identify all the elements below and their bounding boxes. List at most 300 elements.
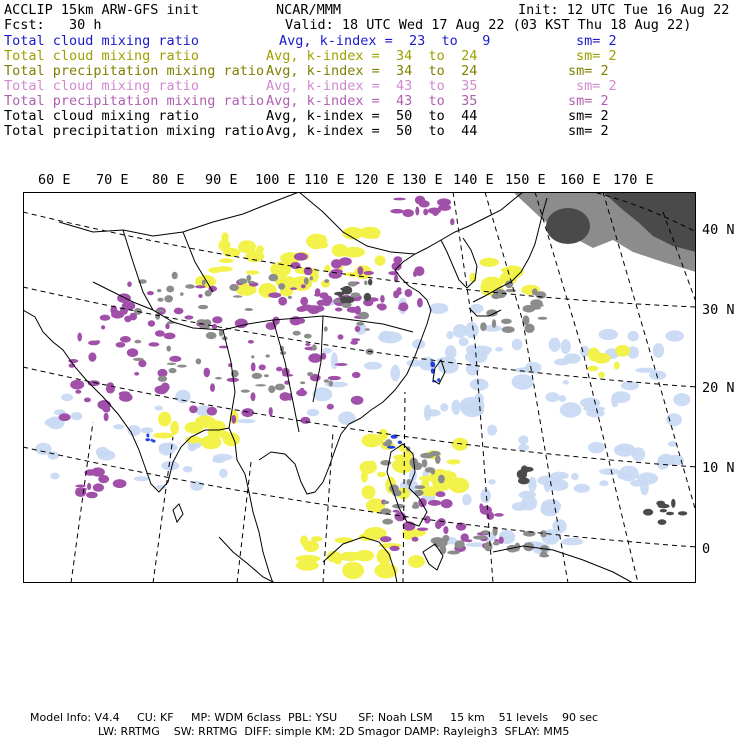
lon-label: 60 E <box>38 172 71 188</box>
forecast-hour: Fcst: 30 h <box>4 17 102 33</box>
cloud-shade <box>175 390 190 404</box>
cloud-shade <box>599 480 608 486</box>
deep-cloud-gray <box>268 385 275 393</box>
mid-cloud-purple <box>174 308 184 315</box>
upper-cloud-yellow <box>615 345 630 357</box>
legend-field: Total precipitation mixing ratio <box>4 63 265 79</box>
cloud-shade <box>640 481 649 496</box>
deep-cloud-gray <box>164 295 173 302</box>
cloud-shade <box>35 443 52 455</box>
deep-cloud-gray <box>134 340 141 344</box>
deep-cloud-gray <box>538 317 548 320</box>
deep-cloud-gray <box>540 551 547 557</box>
deep-cloud-gray <box>382 519 393 525</box>
deep-cloud-gray <box>167 363 177 365</box>
upper-cloud-yellow <box>342 562 364 579</box>
cloud-shade <box>45 419 59 427</box>
mid-cloud-purple <box>358 266 364 275</box>
mid-cloud-purple <box>335 363 348 366</box>
mid-cloud-purple <box>204 368 211 378</box>
map-title: ACCLIP 15km ARW-GFS init <box>4 2 200 18</box>
legend-field: Total precipitation mixing ratio <box>4 123 265 139</box>
deep-cloud-gray <box>202 280 206 286</box>
cloud-shade <box>666 413 682 426</box>
low-cloud-blue <box>431 361 434 364</box>
mid-cloud-purple <box>276 367 283 372</box>
deep-cloud-gray <box>310 276 313 280</box>
cloud-shade <box>512 374 534 390</box>
low-cloud-blue <box>432 364 435 367</box>
deep-cloud-dark <box>517 470 527 480</box>
mid-cloud-purple <box>390 209 404 214</box>
upper-cloud-yellow <box>343 247 365 258</box>
upper-cloud-yellow <box>238 240 256 253</box>
cloud-shade <box>113 424 124 429</box>
legend-sm: sm= 2 <box>568 93 609 109</box>
deep-cloud-dark <box>643 509 653 516</box>
mid-cloud-purple <box>417 298 423 308</box>
cloud-shade <box>617 472 626 479</box>
deep-cloud-dark <box>340 296 347 303</box>
cloud-shade <box>71 412 83 420</box>
deep-cloud-gray <box>229 284 239 291</box>
cloud-shade <box>550 472 569 480</box>
legend-row <box>4 33 740 48</box>
deep-cloud-dark <box>364 293 371 301</box>
cloud-shade <box>545 392 559 402</box>
lon-label: 110 E <box>304 172 345 188</box>
deep-cloud-gray <box>157 298 163 302</box>
deep-cloud-gray <box>177 365 187 368</box>
mid-cloud-purple <box>393 510 400 513</box>
mid-cloud-purple <box>335 308 343 312</box>
cloud-shade <box>470 304 484 313</box>
cloud-shade <box>477 351 490 356</box>
low-cloud-blue <box>145 438 150 441</box>
cloud-shade <box>549 338 561 352</box>
mid-cloud-purple <box>268 292 281 298</box>
deep-cloud-gray <box>312 344 317 350</box>
mid-cloud-purple <box>59 413 71 421</box>
mid-cloud-purple <box>113 479 127 488</box>
deep-cloud-gray <box>205 290 212 296</box>
cloud-shade <box>213 454 232 461</box>
mid-cloud-purple <box>403 209 414 217</box>
mid-cloud-purple <box>106 384 115 393</box>
mid-cloud-purple <box>351 338 360 341</box>
deep-cloud-gray <box>383 442 391 447</box>
model-info-line1: Model Info: V4.4 CU: KF MP: WDM 6class PBL: YSU SF: Noah LSM 15 km 51 levels 90 sec <box>30 711 599 724</box>
mid-cloud-purple <box>147 291 154 295</box>
low-cloud-blue <box>398 441 402 444</box>
deep-cloud-gray <box>420 453 434 459</box>
lon-label: 100 E <box>255 172 296 188</box>
upper-cloud-yellow <box>158 412 171 427</box>
lat-label: 10 N <box>702 460 735 476</box>
deep-cloud-gray <box>304 334 312 339</box>
legend-sm: sm= 2 <box>576 48 617 64</box>
mid-cloud-purple <box>450 218 454 225</box>
mid-cloud-purple <box>97 400 111 410</box>
deep-cloud-gray <box>245 308 254 311</box>
low-cloud-blue <box>387 446 395 449</box>
deep-cloud-gray <box>166 286 174 293</box>
mid-cloud-purple <box>88 352 96 361</box>
upper-cloud-yellow <box>219 258 234 263</box>
mid-cloud-purple <box>127 348 138 357</box>
mid-cloud-purple <box>127 281 132 287</box>
mid-cloud-purple <box>148 320 155 326</box>
deep-cloud-gray <box>304 277 309 284</box>
lat-label: 20 N <box>702 380 735 396</box>
upper-cloud-yellow <box>339 552 361 561</box>
deep-cloud-gray <box>251 355 254 358</box>
deep-cloud-gray <box>268 274 278 281</box>
cloud-shade <box>561 339 571 354</box>
deep-cloud-gray <box>382 501 389 505</box>
deep-cloud-gray <box>493 541 500 545</box>
mid-cloud-purple <box>251 392 256 401</box>
legend-field: Total cloud mixing ratio <box>4 108 200 124</box>
cloud-shade <box>487 425 497 436</box>
cloud-shade <box>325 382 348 388</box>
mid-cloud-purple <box>331 259 342 269</box>
upper-cloud-yellow <box>153 433 173 439</box>
cloud-shade <box>666 330 685 341</box>
legend-avg: Avg, k-index = 43 to 35 <box>266 78 478 94</box>
deep-cloud-gray <box>324 326 328 331</box>
mid-cloud-purple <box>165 323 169 329</box>
upper-cloud-yellow <box>598 372 605 378</box>
upper-cloud-yellow <box>377 472 386 477</box>
mid-cloud-purple <box>415 207 419 216</box>
deep-cloud-dark <box>368 279 372 286</box>
deep-cloud-gray <box>157 289 161 292</box>
upper-cloud-yellow <box>361 471 368 483</box>
mid-cloud-purple <box>232 415 237 424</box>
mid-cloud-purple <box>393 290 401 295</box>
mid-cloud-purple <box>111 311 124 319</box>
cloud-shade <box>307 409 319 417</box>
cloud-shade <box>465 322 479 338</box>
mid-cloud-purple <box>437 198 451 206</box>
deep-cloud-gray <box>252 373 262 379</box>
mid-cloud-purple <box>207 407 217 416</box>
cloud-shade <box>495 347 503 352</box>
mid-cloud-purple <box>134 372 139 376</box>
upper-cloud-yellow <box>449 478 469 494</box>
mid-cloud-purple <box>405 289 413 297</box>
mid-cloud-purple <box>327 404 334 410</box>
lat-label: 40 N <box>702 222 735 238</box>
cloud-shade <box>512 502 527 511</box>
cloud-shade <box>559 395 566 402</box>
cloud-shade <box>460 397 485 414</box>
deep-cloud-gray <box>531 304 543 307</box>
mid-cloud-purple <box>212 324 217 330</box>
cloud-shade <box>580 398 600 409</box>
lon-label: 170 E <box>613 172 654 188</box>
legend-row <box>4 78 740 93</box>
cloud-shade <box>599 329 618 340</box>
mid-cloud-purple <box>259 364 266 370</box>
deep-cloud-gray <box>324 379 329 382</box>
deep-cloud-gray <box>438 475 445 484</box>
cloud-shade <box>628 331 639 342</box>
upper-cloud-yellow <box>378 429 388 440</box>
deep-cloud-gray <box>492 319 496 328</box>
mid-cloud-purple <box>428 500 441 506</box>
mid-cloud-purple <box>428 208 441 214</box>
legend-row <box>4 123 740 138</box>
mid-cloud-purple <box>116 342 126 348</box>
cloud-shade <box>161 461 179 471</box>
cloud-shade <box>668 441 677 447</box>
deep-cloud-dark <box>678 511 687 515</box>
cloud-shade <box>338 411 355 425</box>
cloud-shade <box>451 400 460 415</box>
upper-cloud-yellow <box>195 415 216 428</box>
cloud-shade <box>407 359 422 366</box>
deep-cloud-gray <box>264 374 269 377</box>
deep-cloud-gray <box>158 376 167 382</box>
upper-cloud-yellow <box>367 434 375 446</box>
mid-cloud-purple <box>315 288 321 296</box>
cloud-shade <box>560 402 582 417</box>
cloud-shade <box>561 538 583 546</box>
legend-row <box>4 63 740 78</box>
legend-field: Total cloud mixing ratio <box>4 33 200 49</box>
deep-cloud-gray <box>435 455 441 464</box>
mid-cloud-purple <box>77 333 82 342</box>
cloud-shade <box>518 444 529 451</box>
mid-cloud-purple <box>304 267 313 276</box>
mid-cloud-purple <box>464 539 472 542</box>
lon-label: 150 E <box>505 172 546 188</box>
legend-sm: sm= 2 <box>576 78 617 94</box>
lat-label: 0 <box>702 541 711 557</box>
deep-cloud-dark <box>338 293 342 298</box>
mid-cloud-purple <box>417 528 428 531</box>
cloud-shade <box>512 339 523 351</box>
deep-cloud-gray <box>185 284 195 288</box>
legend-sm: sm= 2 <box>568 108 609 124</box>
deep-cloud-gray <box>447 551 460 555</box>
cloud-shade <box>462 494 472 506</box>
mid-cloud-purple <box>93 483 104 491</box>
upper-cloud-yellow <box>408 555 425 568</box>
deep-cloud-gray <box>480 322 487 331</box>
deep-cloud-gray <box>454 540 464 548</box>
deep-cloud-gray <box>307 372 313 376</box>
lon-label: 90 E <box>205 172 238 188</box>
mid-cloud-purple <box>300 297 308 306</box>
upper-cloud-yellow <box>377 549 392 565</box>
deep-cloud-gray <box>364 281 367 286</box>
cloud-shade <box>50 473 59 480</box>
mid-cloud-purple <box>251 362 256 371</box>
deep-cloud-dark <box>671 499 675 508</box>
cloud-shade <box>554 359 570 366</box>
upper-cloud-yellow <box>362 485 376 499</box>
mid-cloud-purple <box>301 284 306 288</box>
lon-label: 130 E <box>402 172 443 188</box>
deep-cloud-gray <box>278 283 285 290</box>
mid-cloud-purple <box>195 285 206 288</box>
mid-cloud-purple <box>70 380 84 390</box>
mid-cloud-purple <box>155 330 165 336</box>
mid-cloud-purple <box>380 536 392 542</box>
deep-cloud-gray <box>288 296 292 299</box>
mid-cloud-purple <box>189 405 198 413</box>
upper-cloud-yellow <box>170 421 179 435</box>
mid-cloud-purple <box>148 342 159 346</box>
init-time: Init: 12 UTC Tue 16 Aug 22 <box>518 2 730 18</box>
cloud-shade <box>364 362 382 370</box>
deep-cloud-gray <box>172 272 178 279</box>
legend-avg: Avg, k-index = 50 to 44 <box>266 108 478 124</box>
deep-cloud-gray <box>532 288 538 295</box>
legend-avg: Avg, k-index = 43 to 35 <box>266 93 478 109</box>
mid-cloud-purple <box>355 326 361 332</box>
cloud-shade <box>673 393 690 406</box>
mid-cloud-purple <box>351 396 364 405</box>
lon-label: 140 E <box>453 172 494 188</box>
deep-cloud-gray <box>431 468 435 475</box>
deep-cloud-dark <box>666 512 674 515</box>
upper-cloud-yellow <box>246 270 260 274</box>
deep-cloud-gray <box>501 319 512 324</box>
cloud-shade <box>616 447 632 453</box>
legend-sm: sm= 2 <box>568 63 609 79</box>
mid-cloud-purple <box>317 300 327 306</box>
legend-row <box>4 108 740 123</box>
mid-cloud-purple <box>101 325 105 329</box>
mid-cloud-purple <box>75 390 81 394</box>
mid-cloud-purple <box>479 503 483 510</box>
upper-cloud-yellow <box>359 227 381 239</box>
lon-label: 70 E <box>96 172 129 188</box>
upper-cloud-yellow <box>479 258 499 267</box>
cloud-shade <box>466 542 485 547</box>
mid-cloud-purple <box>119 391 131 397</box>
mid-cloud-purple <box>436 491 446 497</box>
cloud-shade <box>331 352 338 369</box>
deep-cloud-gray <box>359 312 370 320</box>
mid-cloud-purple <box>378 303 387 310</box>
cloud-shade <box>236 419 256 423</box>
cloud-shade <box>141 427 154 433</box>
cloud-shade <box>563 380 569 385</box>
mid-cloud-purple <box>95 340 100 343</box>
cloud-shade <box>574 484 591 493</box>
mid-cloud-purple <box>87 483 91 490</box>
mid-cloud-purple <box>300 417 310 424</box>
cloud-shade <box>391 365 401 382</box>
lat-label: 30 N <box>702 302 735 318</box>
cloud-shade <box>657 457 669 469</box>
mid-cloud-purple <box>100 315 111 321</box>
legend-row <box>4 48 740 63</box>
deep-cloud-dark <box>660 509 667 512</box>
deep-cloud-gray <box>215 377 222 380</box>
upper-cloud-yellow <box>296 560 319 571</box>
deep-cloud-gray <box>275 384 285 391</box>
cloud-shade <box>98 450 116 460</box>
cloud-shade <box>440 403 448 411</box>
cloud-shade <box>519 491 537 499</box>
legend-avg: Avg, k-index = 34 to 24 <box>266 48 478 64</box>
cloud-shade <box>635 368 656 373</box>
cloud-shade <box>154 406 163 411</box>
deep-cloud-gray <box>219 329 223 336</box>
mid-cloud-purple <box>494 513 504 517</box>
cloud-shade <box>599 468 620 475</box>
mid-cloud-purple <box>328 376 341 380</box>
mid-cloud-purple <box>75 488 86 497</box>
upper-cloud-yellow <box>587 366 598 372</box>
deep-cloud-gray <box>266 354 270 357</box>
deep-cloud-gray <box>166 346 171 352</box>
legend-field: Total precipitation mixing ratio <box>4 93 265 109</box>
upper-cloud-yellow <box>375 255 386 265</box>
mid-cloud-purple <box>104 413 109 421</box>
deep-cloud-gray <box>196 358 202 364</box>
legend-avg: Avg, k-index = 23 to 9 <box>279 33 491 49</box>
upper-cloud-yellow <box>317 235 326 242</box>
mid-cloud-purple <box>242 408 254 417</box>
lon-label: 160 E <box>560 172 601 188</box>
mid-cloud-purple <box>443 526 448 534</box>
legend-avg: Avg, k-index = 34 to 24 <box>266 63 478 79</box>
cloud-shade <box>219 469 228 478</box>
low-cloud-blue <box>146 434 149 438</box>
mid-cloud-purple <box>308 305 321 314</box>
cloud-shade <box>446 331 453 339</box>
cloud-shade <box>429 303 449 314</box>
upper-cloud-yellow <box>272 266 279 274</box>
mid-cloud-purple <box>380 295 385 303</box>
deep-cloud-gray <box>169 368 177 373</box>
upper-cloud-yellow <box>208 267 221 273</box>
mid-cloud-purple <box>393 256 402 263</box>
mid-cloud-purple <box>419 200 430 207</box>
deep-cloud-gray <box>502 326 515 333</box>
upper-cloud-yellow <box>300 535 308 546</box>
mid-cloud-purple <box>399 302 409 311</box>
upper-cloud-yellow <box>208 426 225 438</box>
deep-cloud-dark <box>658 519 667 525</box>
deep-cloud-gray <box>356 322 364 326</box>
valid-time: Valid: 18 UTC Wed 17 Aug 22 (03 KST Thu 18 Aug 22) <box>285 17 692 33</box>
mid-cloud-purple <box>212 316 222 323</box>
deep-cloud-gray <box>484 542 493 552</box>
mid-cloud-purple <box>308 353 321 363</box>
cloud-shade <box>612 391 631 403</box>
deep-cloud-gray <box>348 281 357 286</box>
mid-cloud-purple <box>98 475 109 483</box>
cloud-shade <box>134 476 149 481</box>
upper-cloud-yellow <box>335 537 354 543</box>
deep-cloud-gray <box>365 328 370 331</box>
deep-cloud-gray <box>329 380 333 386</box>
upper-cloud-yellow <box>452 438 468 451</box>
legend-field: Total cloud mixing ratio <box>4 48 200 64</box>
mid-cloud-purple <box>441 499 453 508</box>
deep-cloud-gray <box>293 331 301 336</box>
deep-cloud-gray <box>415 485 426 489</box>
deep-cloud-dark <box>340 287 350 290</box>
